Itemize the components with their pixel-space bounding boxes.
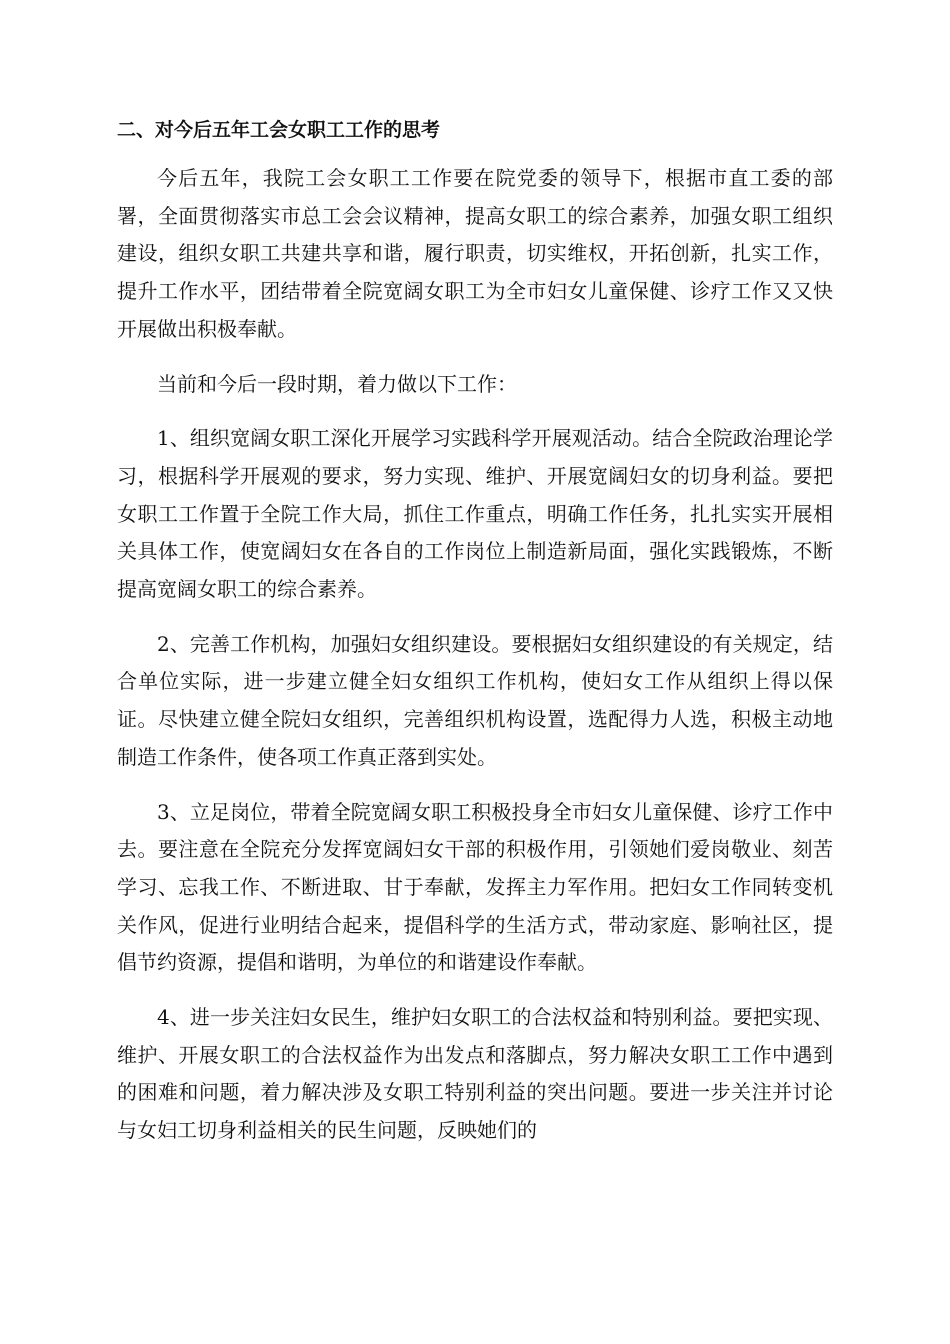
paragraph-focus: 当前和今后一段时期，着力做以下工作：	[157, 371, 517, 396]
paragraph-intro: 今后五年，我院工会女职工工作要在院党委的领导下，根据市直工委的部署，全面贯彻落实市总工会会议精神，提高女职工的综合素养，加强女职工组织建设，组织女职工共建共享和谐，履行职责，切实维权，开拓创新，扎实工作，提升工作水平，团结带着全院宽阔女职工为全市妇女儿童保健、诊疗工作又又快开展做出积极奉献。	[117, 166, 833, 341]
paragraph-item-2: 2、完善工作机构，加强妇女组织建设。要根据妇女组织建设的有关规定，结合单位实际，进一步建立健全妇女组织工作机构，使妇女工作从组织上得以保证。尽快建立健全院妇女组织，完善组织机构设置，选配得力人选，积极主动地制造工作条件，使各项工作真正落到实处。	[117, 631, 833, 769]
document-body	[117, 160, 833, 1167]
section-heading: 二、对今后五年工会女职工工作的思考	[117, 119, 441, 141]
paragraph-item-3: 3、立足岗位，带着全院宽阔女职工积极投身全市妇女儿童保健、诊疗工作中去。要注意在全院充分发挥宽阔妇女干部的积极作用，引领她们爱岗敬业、刻苦学习、忘我工作、不断进取、甘于奉献，发挥主力军作用。把妇女工作同转变机关作风，促进行业明结合起来，提倡科学的生活方式，带动家庭、影响社区，提倡节约资源，提倡和谐明，为单位的和谐建设作奉献。	[117, 799, 833, 975]
paragraph-item-1: 1、组织宽阔女职工深化开展学习实践科学开展观活动。结合全院政治理论学习，根据科学开展观的要求，努力实现、维护、开展宽阔妇女的切身利益。要把女职工工作置于全院工作大局，抓住工作重点，明确工作任务，扎扎实实开展相关具体工作，使宽阔妇女在各自的工作岗位上制造新局面，强化实践锻炼，不断提高宽阔女职工的综合素养。	[117, 426, 833, 602]
paragraph-item-4: 4、进一步关注妇女民生，维护妇女职工的合法权益和特别利益。要把实现、维护、开展女职工的合法权益作为出发点和落脚点，努力解决女职工工作中遇到的困难和问题，着力解决涉及女职工特别利益的突出问题。要进一步关注并讨论与女妇工切身利益相关的民生问题，反映她们的	[117, 1005, 833, 1143]
